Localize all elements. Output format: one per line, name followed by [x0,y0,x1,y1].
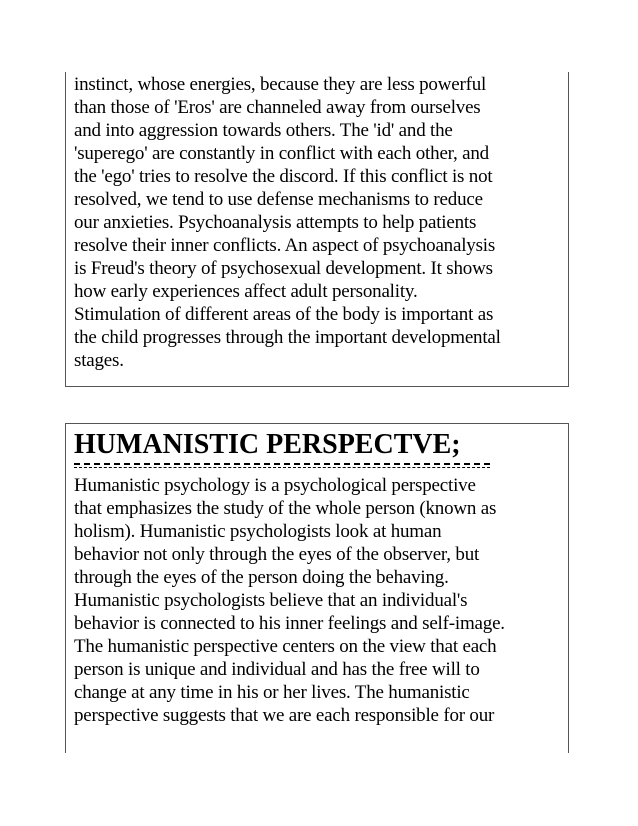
text-line: and into aggression towards others. The 'id' and the [74,120,453,141]
text-line: resolved, we tend to use defense mechanisms to reduce [74,189,483,210]
text-box-top [65,72,569,387]
text-line: than those of 'Eros' are channeled away from ourselves [74,97,481,118]
text-line: behavior not only through the eyes of the observer, but [74,544,480,565]
text-line: perspective suggests that we are each responsible for our [74,705,495,726]
heading-underline [74,463,490,465]
text-line: the 'ego' tries to resolve the discord. If this conflict is not [74,166,493,187]
text-line: stages. [74,350,124,371]
text-line: is Freud's theory of psychosexual development. It shows [74,258,493,279]
text-line: The humanistic perspective centers on the view that each [74,636,497,657]
text-line: resolve their inner conflicts. An aspect of psychoanalysis [74,235,496,256]
text-line: behavior is connected to his inner feelings and self-image. [74,613,505,634]
text-line: Humanistic psychology is a psychological perspective [74,475,476,496]
text-line: our anxieties. Psychoanalysis attempts to help patients [74,212,477,233]
text-line: change at any time in his or her lives. The humanistic [74,682,470,703]
text-line: Stimulation of different areas of the body is important as [74,304,494,325]
text-line: Humanistic psychologists believe that an individual's [74,590,468,611]
heading-underline-second [74,467,490,468]
text-line: instinct, whose energies, because they are less powerful [74,74,487,95]
text-line: through the eyes of the person doing the behaving. [74,567,449,588]
text-line: 'superego' are constantly in conflict with each other, and [74,143,489,164]
text-line: person is unique and individual and has the free will to [74,659,480,680]
text-line: that emphasizes the study of the whole person (known as [74,498,497,519]
text-line: the child progresses through the important developmental [74,327,501,348]
text-line: holism). Humanistic psychologists look at human [74,521,442,542]
section-heading: HUMANISTIC PERSPECTVE; [74,429,461,460]
text-line: how early experiences affect adult personality. [74,281,418,302]
text-box-bottom [65,423,569,753]
